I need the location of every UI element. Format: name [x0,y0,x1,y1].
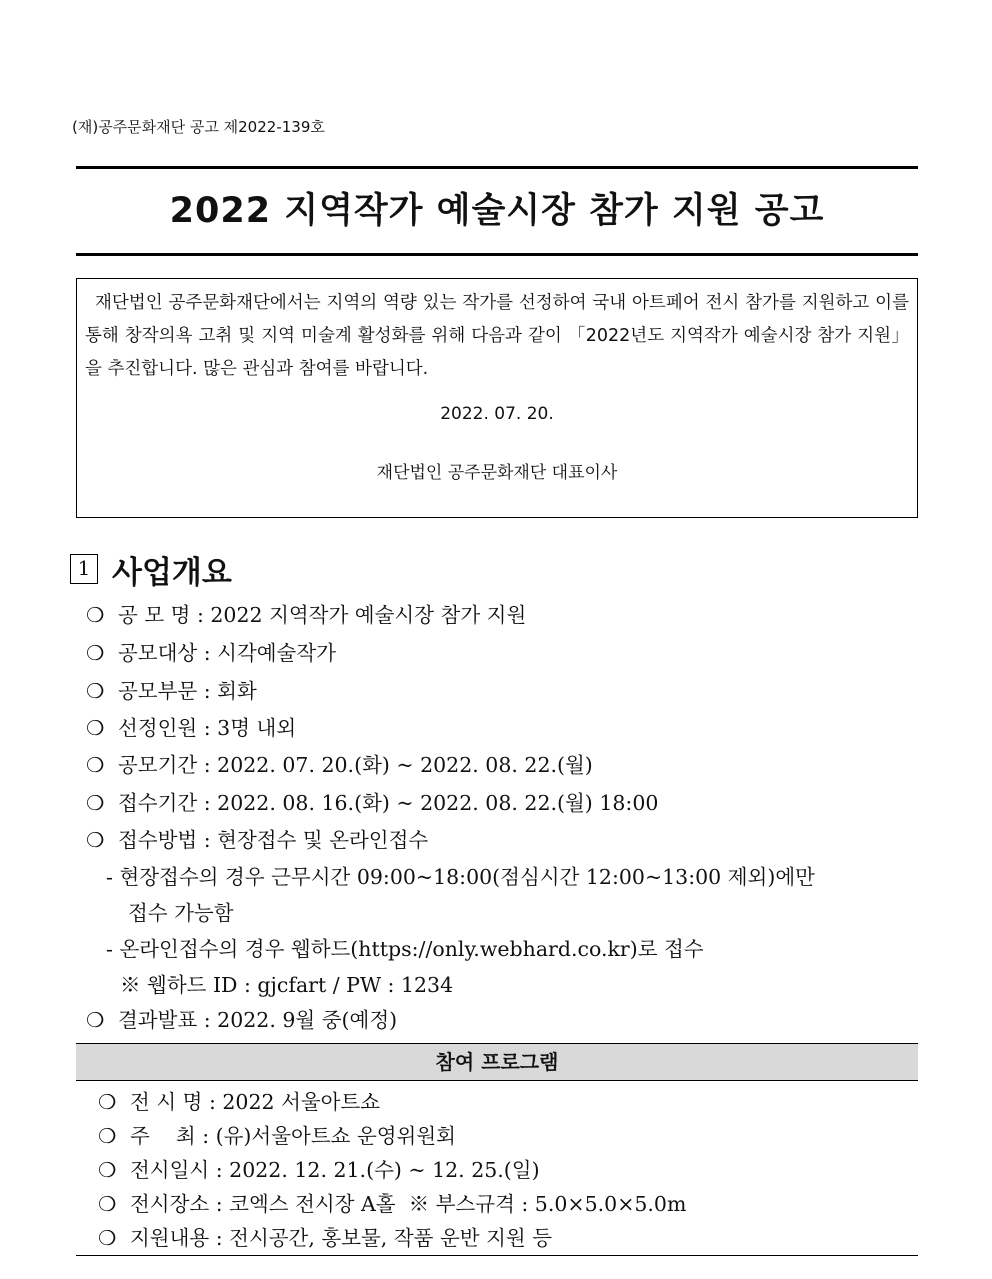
program-table [76,1043,918,1256]
list-item [86,711,296,741]
list-item-text: 공 모 명 : 2022 지역작가 예술시장 참가 지원 [118,603,527,627]
list-item-text: 공모부문 : 회화 [118,679,257,703]
list-item-text: 공모대상 : 시각예술작가 [118,641,336,665]
intro-signer: 재단법인 공주문화재단 대표이사 [376,463,618,483]
bullet-icon: ❍ [86,603,105,627]
bullet-icon: ❍ [98,1158,117,1182]
bullet-icon: ❍ [98,1192,117,1216]
list-item [86,748,593,778]
intro-text: 재단법인 공주문화재단에서는 지역의 역량 있는 작가를 선정하여 국내 아트페어 전시 참가를 지원하고 이를 통해 창작의욕 고취 및 지역 미술계 활성화를 위해 다음과 같이 「2022년도 지역작가 예술시장 참가 지원」을 추진합니다. 많은 관심과 참여를 바랍니다. [85,293,909,379]
list-item-text: 결과발표 : 2022. 9월 중(예정) [118,1008,398,1032]
bullet-icon: ❍ [86,791,105,815]
list-item [86,674,257,704]
list-item-text: 공모기간 : 2022. 07. 20.(화) ~ 2022. 08. 22.(월) [118,753,593,777]
program-item [98,1187,686,1217]
list-item [86,786,658,816]
sub-item: 접수 가능함 [128,901,234,925]
program-item [98,1085,380,1115]
program-item-text: 전시일시 : 2022. 12. 21.(수) ~ 12. 25.(일) [130,1158,540,1182]
title-block [76,166,918,256]
bullet-icon: ❍ [86,641,105,665]
list-item-text: 선정인원 : 3명 내외 [118,716,297,740]
list-item [86,598,526,628]
bullet-icon: ❍ [86,679,105,703]
sub-item: - 현장접수의 경우 근무시간 09:00~18:00(점심시간 12:00~13:00 제외)에만 [106,865,815,889]
document-title: 2022 지역작가 예술시장 참가 지원 공고 [169,191,825,231]
program-item-text: 전시장소 : 코엑스 전시장 A홀 ※ 부스규격 : 5.0×5.0×5.0m [130,1192,687,1216]
bullet-icon: ❍ [86,828,105,852]
program-header: 참여 프로그램 [76,1043,918,1081]
bullet-icon: ❍ [86,716,105,740]
notice-number: (재)공주문화재단 공고 제2022-139호 [72,118,325,136]
intro-date: 2022. 07. 20. [440,404,554,424]
bullet-icon: ❍ [98,1226,117,1250]
bullet-icon: ❍ [98,1124,117,1148]
list-item [86,636,336,666]
section-number: 1 [70,554,98,584]
sub-item: - 온라인접수의 경우 웹하드(https://only.webhard.co.kr)로 접수 [106,937,704,961]
list-item [86,1003,397,1033]
program-item [98,1221,552,1251]
program-item [98,1119,456,1149]
bullet-icon: ❍ [98,1090,117,1114]
program-item-text: 전 시 명 : 2022 서울아트쇼 [130,1090,381,1114]
bullet-icon: ❍ [86,1008,105,1032]
program-item-text: 주 최 : (유)서울아트쇼 운영위원회 [130,1124,456,1148]
section-heading [70,548,232,590]
intro-box [76,278,918,518]
list-item-text: 접수기간 : 2022. 08. 16.(화) ~ 2022. 08. 22.(월) 18:00 [118,791,659,815]
bullet-icon: ❍ [86,753,105,777]
program-item [98,1153,540,1183]
program-body [76,1081,918,1256]
sub-item-note: ※ 웹하드 ID : gjcfart / PW : 1234 [120,973,454,997]
list-item [86,823,428,853]
list-item-text: 접수방법 : 현장접수 및 온라인접수 [118,828,429,852]
section-title: 사업개요 [112,554,232,591]
program-item-text: 지원내용 : 전시공간, 홍보물, 작품 운반 지원 등 [130,1226,553,1250]
